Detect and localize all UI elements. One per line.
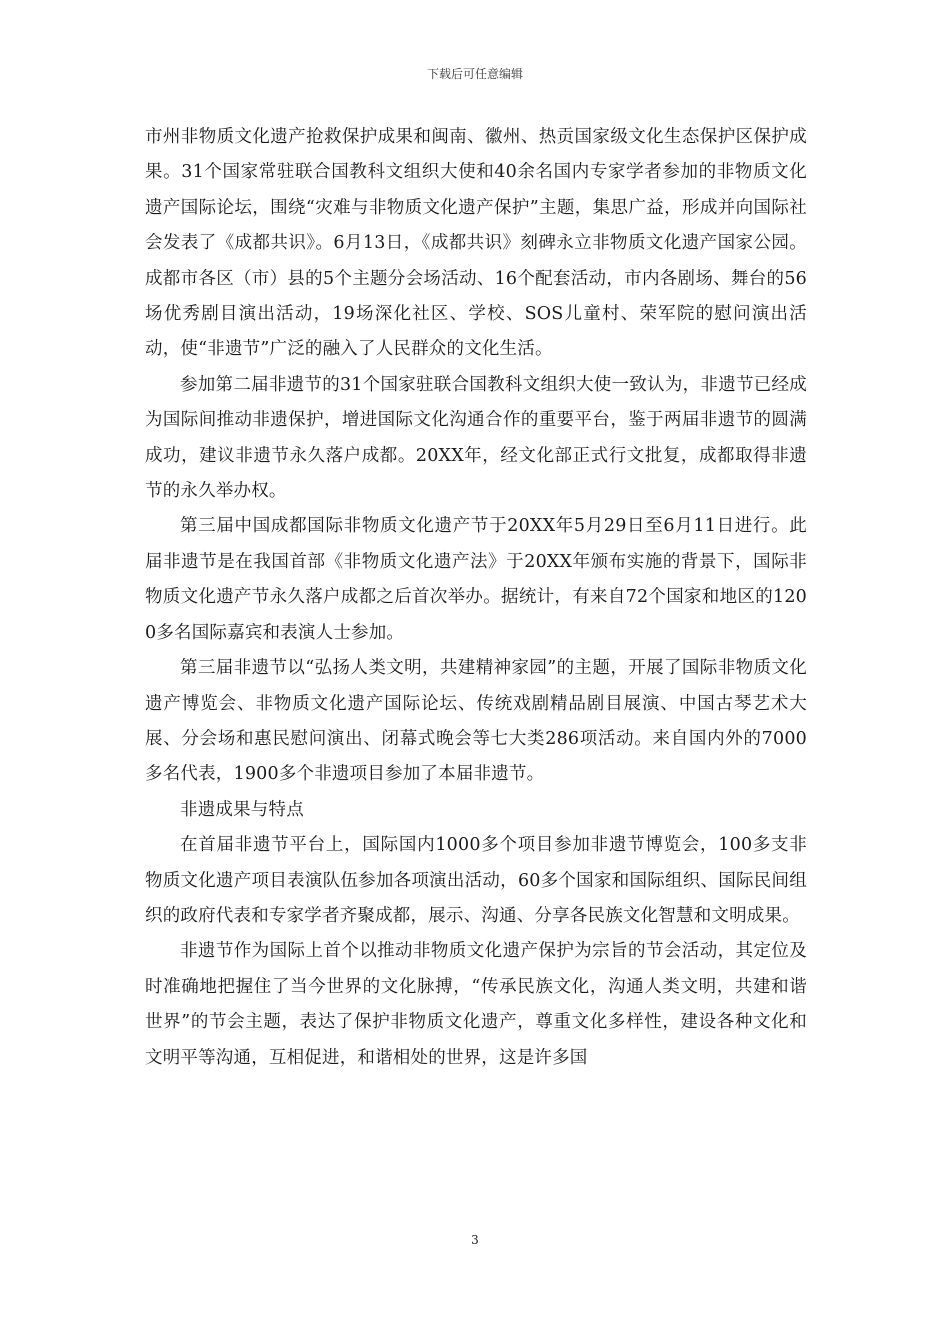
- paragraph-4: 第三届非遗节以“弘扬人类文明，共建精神家园”的主题，开展了国际非物质文化遗产博览会、非物质文化遗产国际论坛、传统戏剧精品剧目展演、中国古琴艺术大展、分会场和惠民慰问演出、闭幕式晚会等七大类286项活动。来自国内外的7000多名代表，1900多个非遗项目参加了本届非遗节。: [145, 658, 807, 785]
- section-heading: 非遗成果与特点: [180, 799, 304, 820]
- page-header: 下载后可任意编辑: [426, 67, 523, 81]
- paragraph-1: 市州非物质文化遗产抢救保护成果和闽南、徽州、热贡国家级文化生态保护区保护成果。31个国家常驻联合国教科文组织大使和40余名国内专家学者参加的非物质文化遗产国际论坛，围绕“灾难与非物质文化遗产保护”主题，集思广益，形成并向国际社会发表了《成都共识》。6月13日，《成都共识》刻碑永立非物质文化遗产国家公园。成都市各区（市）县的5个主题分会场活动、16个配套活动，市内各剧场、舞台的56场优秀剧目演出活动，19场深化社区、学校、SOS儿童村、荣军院的慰问演出活动，使“非遗节”广泛的融入了人民群众的文化生活。: [145, 127, 807, 360]
- page-number: 3: [471, 1233, 479, 1247]
- paragraph-3: 第三届中国成都国际非物质文化遗产节于20XX年5月29日至6月11日进行。此届非遗节是在我国首部《非物质文化遗产法》于20XX年颁布实施的背景下，国际非物质文化遗产节永久落户成都之后首次举办。据统计，有来自72个国家和地区的1200多名国际嘉宾和表演人士参加。: [145, 516, 807, 643]
- paragraph-5: 在首届非遗节平台上，国际国内1000多个项目参加非遗节博览会，100多支非物质文化遗产项目表演队伍参加各项演出活动，60多个国家和国际组织、国际民间组织的政府代表和专家学者齐聚成都，展示、沟通、分享各民族文化智慧和文明成果。: [145, 835, 807, 926]
- document-body: [145, 120, 807, 1076]
- paragraph-2: 参加第二届非遗节的31个国家驻联合国教科文组织大使一致认为，非遗节已经成为国际间推动非遗保护，增进国际文化沟通合作的重要平台，鉴于两届非遗节的圆满成功，建议非遗节永久落户成都。20XX年，经文化部正式行文批复，成都取得非遗节的永久举办权。: [145, 374, 807, 502]
- paragraph-6: 非遗节作为国际上首个以推动非物质文化遗产保护为宗旨的节会活动，其定位及时准确地把握住了当今世界的文化脉搏，“传承民族文化，沟通人类文明，共建和谐世界”的节会主题，表达了保护非物质文化遗产，尊重文化多样性，建设各种文化和文明平等沟通，互相促进，和谐相处的世界，这是许多国: [145, 941, 807, 1068]
